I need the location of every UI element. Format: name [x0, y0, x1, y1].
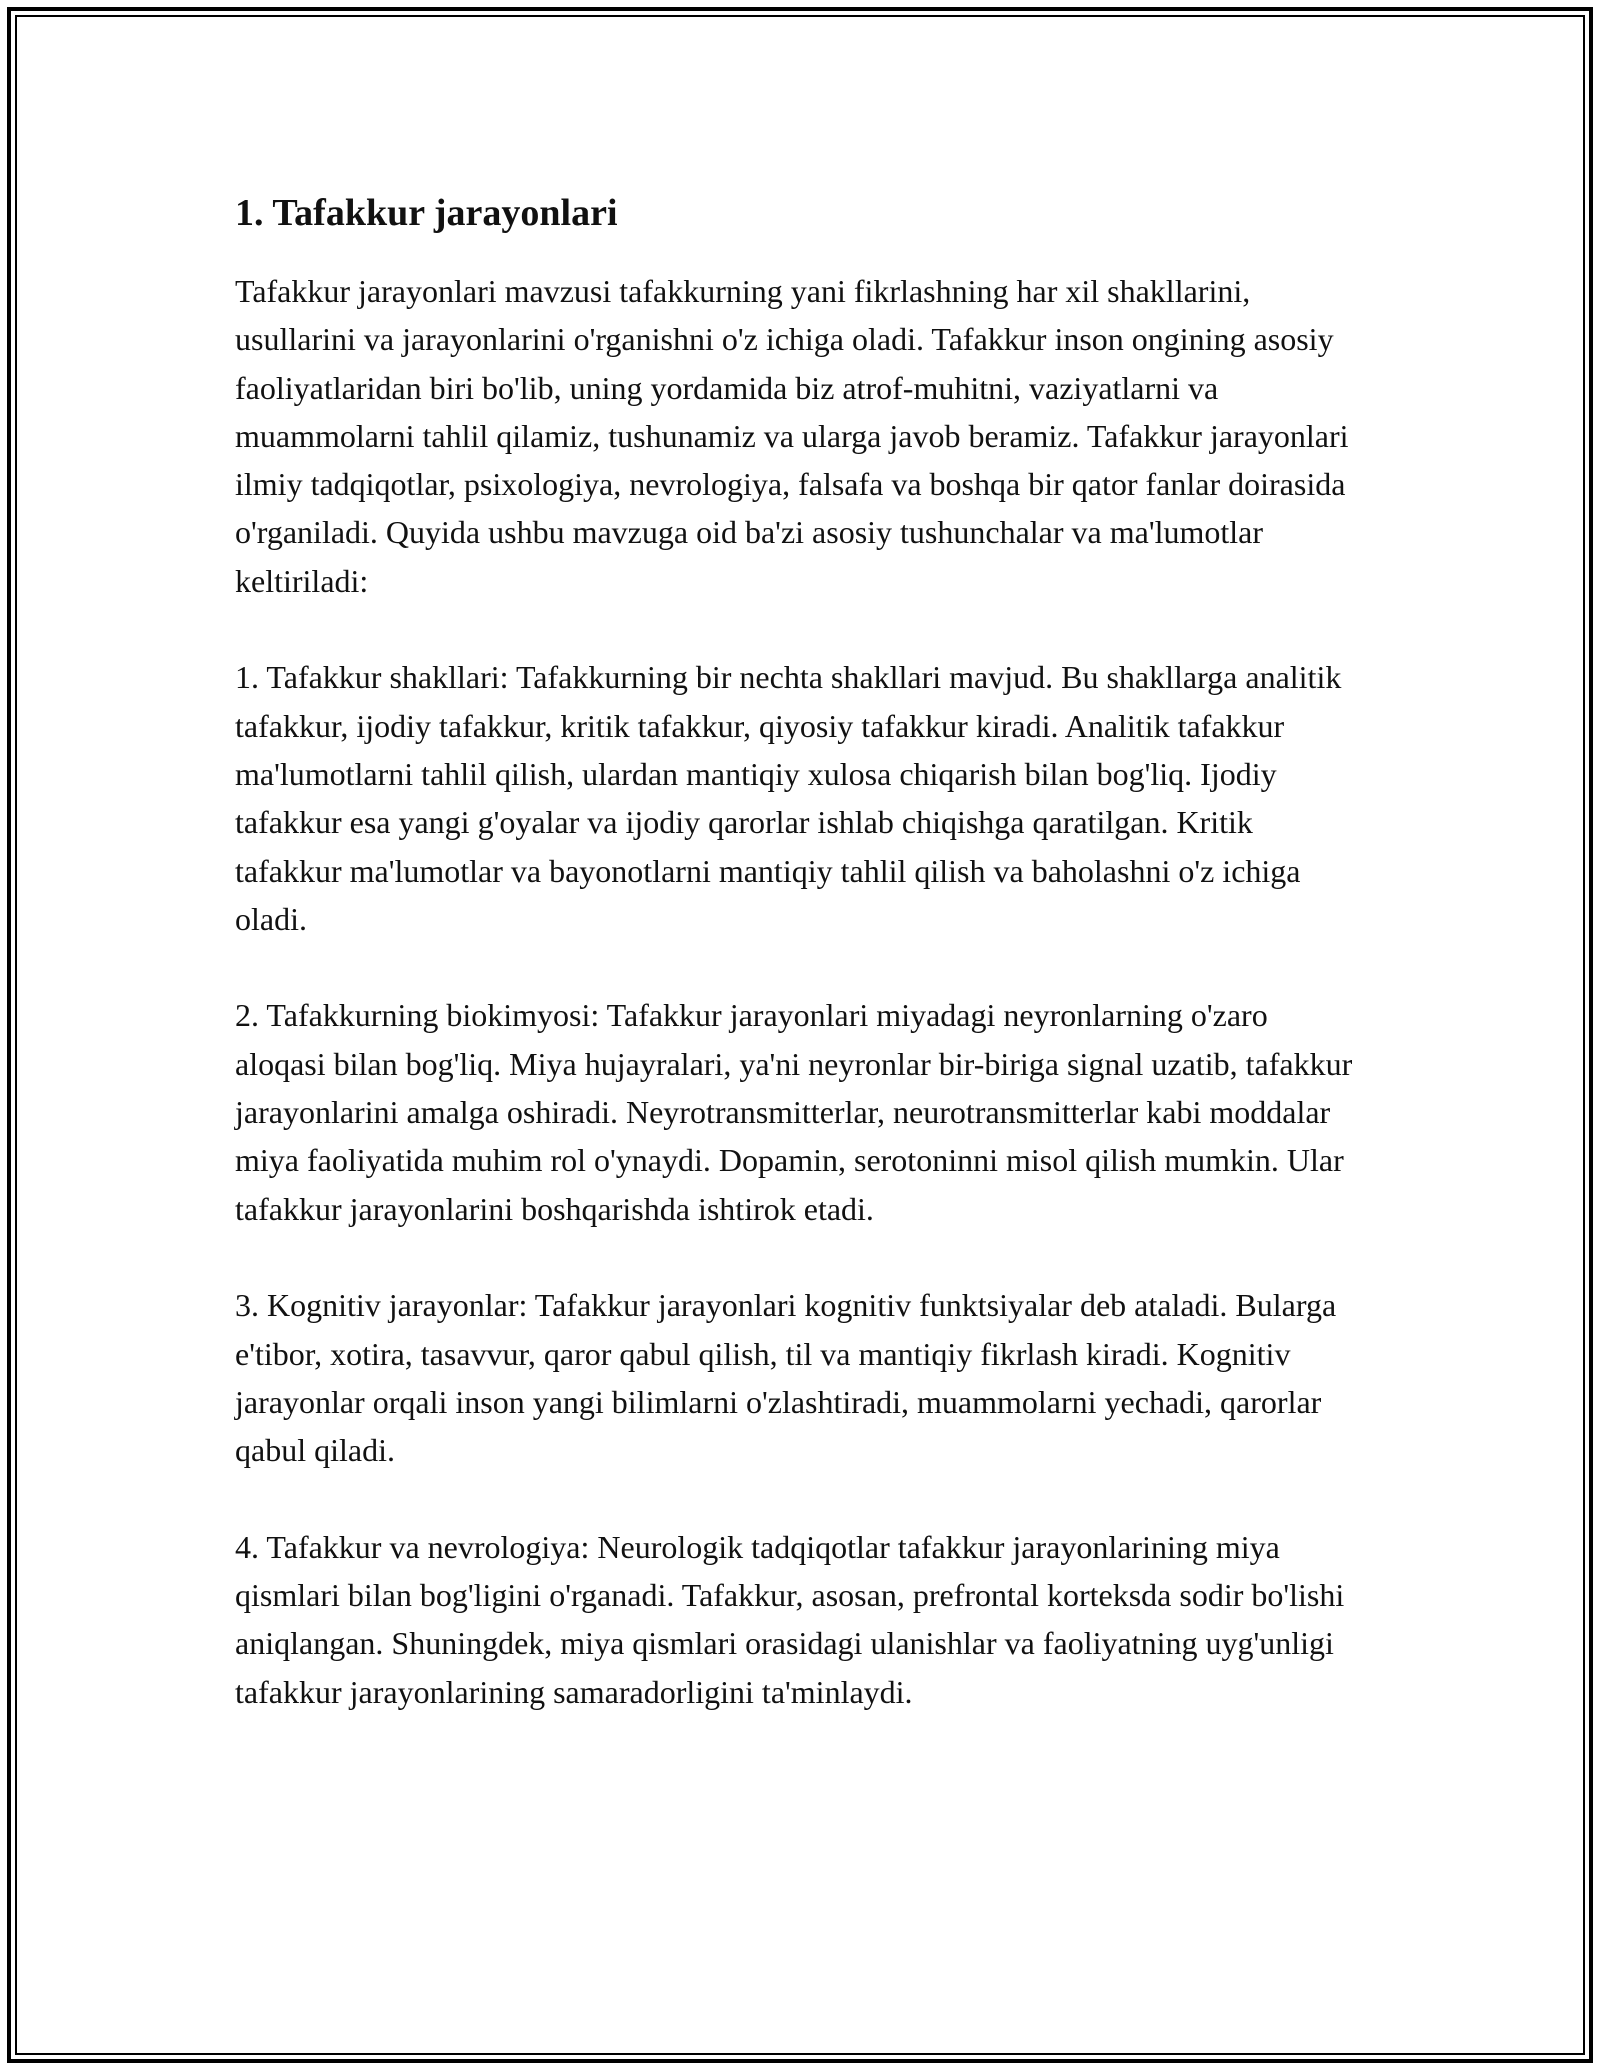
intro-paragraph: Tafakkur jarayonlari mavzusi tafakkurning yani fikrlashning har xil shakllarini, usullarini va jarayonlarini o'rganishni o'z ichiga oladi. Tafakkur inson ongining asosiy faoliyatlaridan biri bo'lib, uning yordamida biz atrof-muhitni, vaziyatlarni va muammolarni tahlil qilamiz, tushunamiz va ularga javob beramiz. Tafakkur jarayonlari ilmiy tadqiqotlar, psixologiya, nevrologiya, falsafa va boshqa bir qator fanlar doirasida o'rganiladi. Quyida ushbu mavzuga oid ba'zi asosiy tushunchalar va ma'lumotlar keltiriladi:	[235, 273, 1349, 599]
paragraph-kognitiv-jarayonlar: 3. Kognitiv jarayonlar: Tafakkur jarayonlari kognitiv funktsiyalar deb ataladi. Bularga e'tibor, xotira, tasavvur, qaror qabul qilish, til va mantiqiy fikrlash kiradi. Kognitiv jarayonlar orqali inson yangi bilimlarni o'zlashtiradi, muammolarni yechadi, qarorlar qabul qiladi.	[235, 1287, 1337, 1469]
paragraph-tafakkur-nevrologiya: 4. Tafakkur va nevrologiya: Neurologik tadqiqotlar tafakkur jarayonlarining miya qismlari bilan bog'ligini o'rganadi. Tafakkur, asosan, prefrontal korteksda sodir bo'lishi aniqlangan. Shuningdek, miya qismlari orasidagi ulanishlar va faoliyatning uyg'unligi tafakkur jarayonlarining samaradorligini ta'minlaydi.	[235, 1528, 1345, 1710]
document-body	[235, 185, 1365, 1716]
paragraph-tafakkur-shakllari: 1. Tafakkur shakllari: Tafakkurning bir nechta shakllari mavjud. Bu shakllarga analitik tafakkur, ijodiy tafakkur, kritik tafakkur, qiyosiy tafakkur kiradi. Analitik tafakkur ma'lumotlarni tahlil qilish, ulardan mantiqiy xulosa chiqarish bilan bog'liq. Ijodiy tafakkur esa yangi g'oyalar va ijodiy qarorlar ishlab chiqishga qaratilgan. Kritik tafakkur ma'lumotlar va bayonotlarni mantiqiy tahlil qilish va baholashni o'z ichiga oladi.	[235, 659, 1342, 937]
document-title: 1. Tafakkur jarayonlari	[235, 192, 618, 234]
paragraph-tafakkur-biokimyosi: 2. Tafakkurning biokimyosi: Tafakkur jarayonlari miyadagi neyronlarning o'zaro aloqasi bilan bog'liq. Miya hujayralari, ya'ni neyronlar bir-biriga signal uzatib, tafakkur jarayonlarini amalga oshiradi. Neyrotransmitterlar, neurotransmitterlar kabi moddalar miya faoliyatida muhim rol o'ynaydi. Dopamin, serotoninni misol qilish mumkin. Ular tafakkur jarayonlarini boshqarishda ishtirok etadi.	[235, 997, 1353, 1227]
